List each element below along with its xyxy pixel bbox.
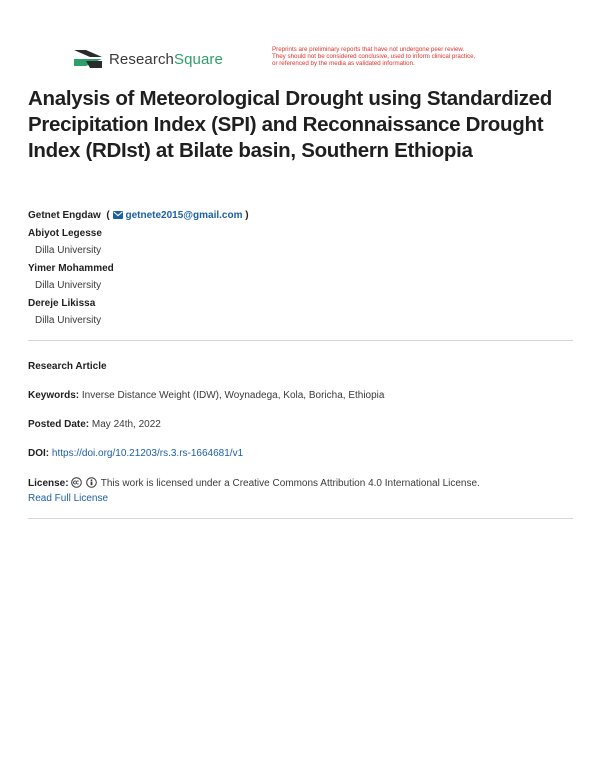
- author-affiliation: Dilla University: [35, 280, 102, 291]
- posted-date-label: Posted Date:: [28, 419, 90, 430]
- author-affiliation: Dilla University: [35, 315, 102, 326]
- author-name: Yimer Mohammed: [28, 262, 114, 274]
- preprint-notice: [272, 46, 542, 67]
- posted-date-row: [28, 417, 573, 432]
- keywords-row: [28, 388, 573, 403]
- keywords-label: Keywords:: [28, 390, 80, 401]
- license-label: License:: [28, 478, 69, 489]
- research-square-logo-icon: [74, 48, 102, 70]
- research-square-logo[interactable]: [74, 48, 223, 70]
- author-name: Abiyot Legesse: [28, 227, 102, 239]
- author-affiliation: Dilla University: [35, 245, 102, 256]
- divider: [28, 340, 573, 341]
- author-email-link[interactable]: getnete2015@gmail.com: [112, 210, 242, 221]
- read-full-license-link[interactable]: Read Full License: [28, 493, 109, 504]
- author-list: [28, 207, 249, 330]
- keywords-value: Inverse Distance Weight (IDW), Woynadega, Kola, Boricha, Ethiopia: [81, 390, 385, 401]
- doi-link[interactable]: https://doi.org/10.21203/rs.3.rs-1664681/v1: [51, 448, 244, 459]
- article-type: Research Article: [28, 361, 107, 372]
- author-entry: Getnet Engdaw ( getnete2015@gmail.com ): [28, 210, 249, 221]
- envelope-icon: [113, 211, 123, 219]
- license-text: This work is licensed under a Creative Commons Attribution 4.0 International License.: [100, 478, 480, 489]
- author-name: Getnet Engdaw: [28, 210, 101, 221]
- cc-by-icon: [86, 477, 97, 488]
- notice-line: Preprints are preliminary reports that have not undergone peer review.: [272, 46, 465, 53]
- cc-icon: [71, 477, 82, 488]
- divider: [28, 518, 573, 519]
- logo-text: ResearchSquare: [109, 50, 223, 68]
- posted-date-value: May 24th, 2022: [91, 419, 161, 430]
- notice-line: They should not be considered conclusive, used to inform clinical practice,: [272, 53, 476, 60]
- license-row: [28, 476, 573, 506]
- doi-label: DOI:: [28, 448, 50, 459]
- paper-title: Analysis of Meteorological Drought using Standardized Precipitation Index (SPI) and Reconnaissance Drought Index (RDIst) at Bilate basin, Southern Ethiopia: [28, 87, 552, 162]
- doi-row: [28, 446, 573, 461]
- notice-line: or referenced by the media as validated information.: [272, 60, 415, 67]
- author-name: Dereje Likissa: [28, 297, 96, 309]
